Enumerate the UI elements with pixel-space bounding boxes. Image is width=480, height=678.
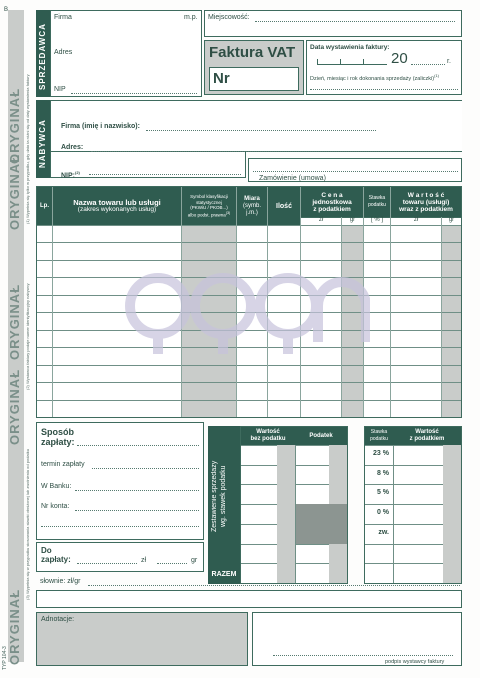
tax-rate-label: 23 % (373, 450, 389, 457)
summary-gross-header (393, 427, 461, 445)
col-qty-header: Ilość (276, 202, 292, 210)
dates-box (306, 40, 462, 95)
col-price-line: z podatkiem (313, 205, 351, 213)
buyer-name-field[interactable] (146, 130, 376, 131)
payment-term-field[interactable] (92, 468, 199, 469)
value-gr-unit: gr (448, 217, 455, 223)
summary-gross-line: z podatkiem (409, 436, 445, 442)
in-words-box[interactable] (36, 590, 462, 608)
shaded-cell (277, 445, 295, 583)
summary-gross-line: Wartość (415, 429, 439, 435)
account-field-continued[interactable] (41, 526, 199, 527)
issue-date-label: Data wystawienia faktury: (310, 44, 390, 51)
payment-method-line: zapłaty: (41, 437, 75, 447)
place-box (204, 10, 462, 37)
payment-method-field[interactable] (77, 445, 199, 446)
price-zl-unit: zł (318, 217, 324, 223)
summary-side-line: wg. stawek podatku (220, 465, 227, 527)
place-label: Miejscowość: (208, 14, 250, 21)
in-words-label: słownie: zł/gr (40, 578, 81, 585)
col-symbol-ref: (3) (225, 210, 231, 215)
col-value-line: W a r t o ś ć (407, 191, 445, 199)
seller-box (50, 10, 202, 97)
watermark-logo (118, 262, 370, 362)
payment-box (36, 422, 204, 540)
summary-table (240, 426, 348, 584)
fine-print: (2) Wystawca faktury podaje numer identyfikacyjny nabywcy (25, 283, 30, 390)
sale-date-text: Dzień, miesiąc i rok dokonania sprzedaży (310, 75, 412, 82)
summary-rate-line: Stawka (370, 429, 388, 435)
signature-line (273, 655, 453, 656)
year-prefix: 20 (391, 50, 408, 67)
invoice-number-label: Nr (213, 70, 230, 87)
summary-side-tab (208, 426, 240, 584)
seller-nip-label: NIP (54, 86, 66, 93)
payment-method-label (41, 427, 75, 447)
summary-rate-header (365, 427, 393, 445)
amount-zl-field[interactable] (77, 563, 137, 564)
account-label: Nr konta: (41, 503, 70, 510)
order-label: Zamówienie (umowa) (259, 175, 326, 182)
seller-section-tab (36, 10, 50, 97)
amount-due-line: zapłaty: (41, 555, 71, 564)
payment-method-line: Sposób (41, 427, 74, 437)
summary-net-line: bez podatku (250, 436, 286, 442)
amount-gr-unit: gr (191, 557, 198, 564)
seller-section-title: SPRZEDAWCA (38, 23, 47, 90)
account-field[interactable] (75, 510, 199, 511)
summary-tax-header: Podatek (295, 427, 347, 445)
amount-due-label (41, 546, 71, 564)
rate-percent-unit: [ % ] (370, 217, 383, 223)
col-symbol-line: albo podst. prawna (187, 212, 226, 218)
buyer-nip-box (50, 152, 246, 178)
value-zl-unit: zł (413, 217, 419, 223)
payment-term-label: termin zapłaty (41, 461, 85, 468)
sale-date-field[interactable] (310, 89, 458, 90)
col-price-line: jednostkowa (312, 198, 352, 206)
title-box (204, 40, 304, 95)
summary-rates-grid (365, 445, 461, 583)
tax-rate-label: 5 % (376, 489, 389, 497)
original-label: ORYGINAŁ (7, 153, 22, 230)
col-rate-line: Stawka (368, 195, 386, 201)
in-words-field[interactable] (88, 585, 460, 586)
sale-date-ref: (1) (434, 73, 439, 78)
col-measure-sub: (symb. (243, 202, 261, 209)
bank-label: W Banku: (41, 483, 72, 490)
amount-due-line: Do (41, 546, 52, 555)
order-box (248, 158, 462, 182)
column-line (295, 445, 296, 583)
date-divider (340, 59, 341, 65)
price-gr-unit: gr (349, 217, 356, 223)
col-name-title: Nazwa towaru lub usługi (73, 198, 161, 207)
seller-firm-label: Firma (54, 14, 72, 21)
invoice-number-field[interactable] (209, 67, 299, 91)
shaded-cell (295, 504, 347, 543)
summary-side-title (210, 436, 228, 556)
col-price-line: C e n a (321, 191, 343, 199)
summary-rates-table (364, 426, 462, 584)
buyer-nip-text: NIP: (61, 172, 75, 180)
col-symbol-line: Symbol klasyfikacji (190, 194, 228, 200)
amount-due-box (36, 542, 204, 572)
original-label: ORYGINAŁ (7, 283, 22, 360)
buyer-name-label: Firma (imię i nazwisko): (61, 123, 140, 130)
tax-rate-label: 0 % (376, 509, 389, 517)
signature-label: podpis wystawcy faktury (385, 659, 445, 665)
summary-total-label: RAZEM (211, 570, 237, 578)
bank-field[interactable] (75, 490, 199, 491)
notes-label: Adnotacje: (41, 616, 75, 623)
seller-address-label: Adres (54, 49, 73, 56)
column-line (441, 217, 442, 417)
year-field[interactable] (411, 64, 445, 65)
date-divider (363, 59, 364, 65)
col-value-line: towaru (usługi) (402, 198, 450, 206)
summary-grid (241, 445, 347, 583)
col-measure-sub: j.m.) (246, 209, 258, 216)
buyer-section-tab (36, 100, 50, 178)
column-line (390, 187, 391, 417)
buyer-nip-ref: (2) (75, 170, 80, 175)
order-field[interactable] (253, 171, 458, 172)
tax-rate-label: zw. (378, 528, 389, 536)
form-code: TYP 104-3 (2, 646, 8, 670)
year-suffix: r. (447, 58, 451, 65)
seller-stamp-label: m.p. (184, 14, 198, 21)
column-line (393, 445, 394, 583)
summary-rate-line: podatku (370, 436, 388, 442)
col-value-line: wraz z podatkiem (399, 205, 453, 213)
original-label: ORYGINAŁ (7, 87, 22, 164)
summary-side-line: Zestawienie sprzedaży (211, 460, 218, 532)
notes-box[interactable] (36, 612, 248, 666)
column-line (52, 187, 53, 417)
issue-date-field[interactable] (317, 59, 387, 65)
fine-print: (1) Wypełnia się tylko w przypadku, gdy data ta różni się od daty wystawienia faktury (25, 74, 30, 224)
signature-box[interactable] (252, 612, 462, 666)
buyer-address-label: Adres: (61, 144, 84, 151)
summary-net-header (241, 427, 295, 445)
col-measure-title: Miara (244, 195, 260, 202)
sale-date-note: (zaliczki) (412, 75, 435, 82)
amount-gr-field[interactable] (157, 563, 187, 564)
original-label: ORYGINAŁ (7, 368, 22, 445)
amount-zl-unit: zł (141, 557, 147, 564)
tax-rate-label: 8 % (376, 469, 389, 477)
fine-print: (3) Wypełnia się w przypadku stosowania stawki obniżonej lub zwolnienia od podatku (25, 449, 30, 600)
buyer-nip-field[interactable] (89, 174, 241, 175)
col-rate-line: podatku (368, 202, 386, 208)
sale-date-label (310, 72, 439, 83)
buyer-nip-label (61, 169, 80, 180)
shaded-cell (443, 445, 461, 583)
summary-net-line: Wartość (256, 429, 280, 435)
col-symbol-line: (PKWiU / PKOB...) (190, 205, 228, 211)
place-field[interactable] (255, 21, 455, 22)
invoice-title: Faktura VAT (209, 44, 296, 61)
col-name-subtitle: (zakres wykonanych usług) (77, 206, 157, 213)
buyer-box (50, 100, 462, 152)
col-symbol-line: statystycznej (196, 199, 222, 205)
seller-nip-field[interactable] (71, 93, 197, 94)
col-lp-header: Lp. (40, 202, 49, 209)
corner-mark: B (4, 7, 9, 13)
original-label: ORYGINAŁ (7, 588, 22, 665)
buyer-section-title: NABYWCA (38, 119, 47, 168)
